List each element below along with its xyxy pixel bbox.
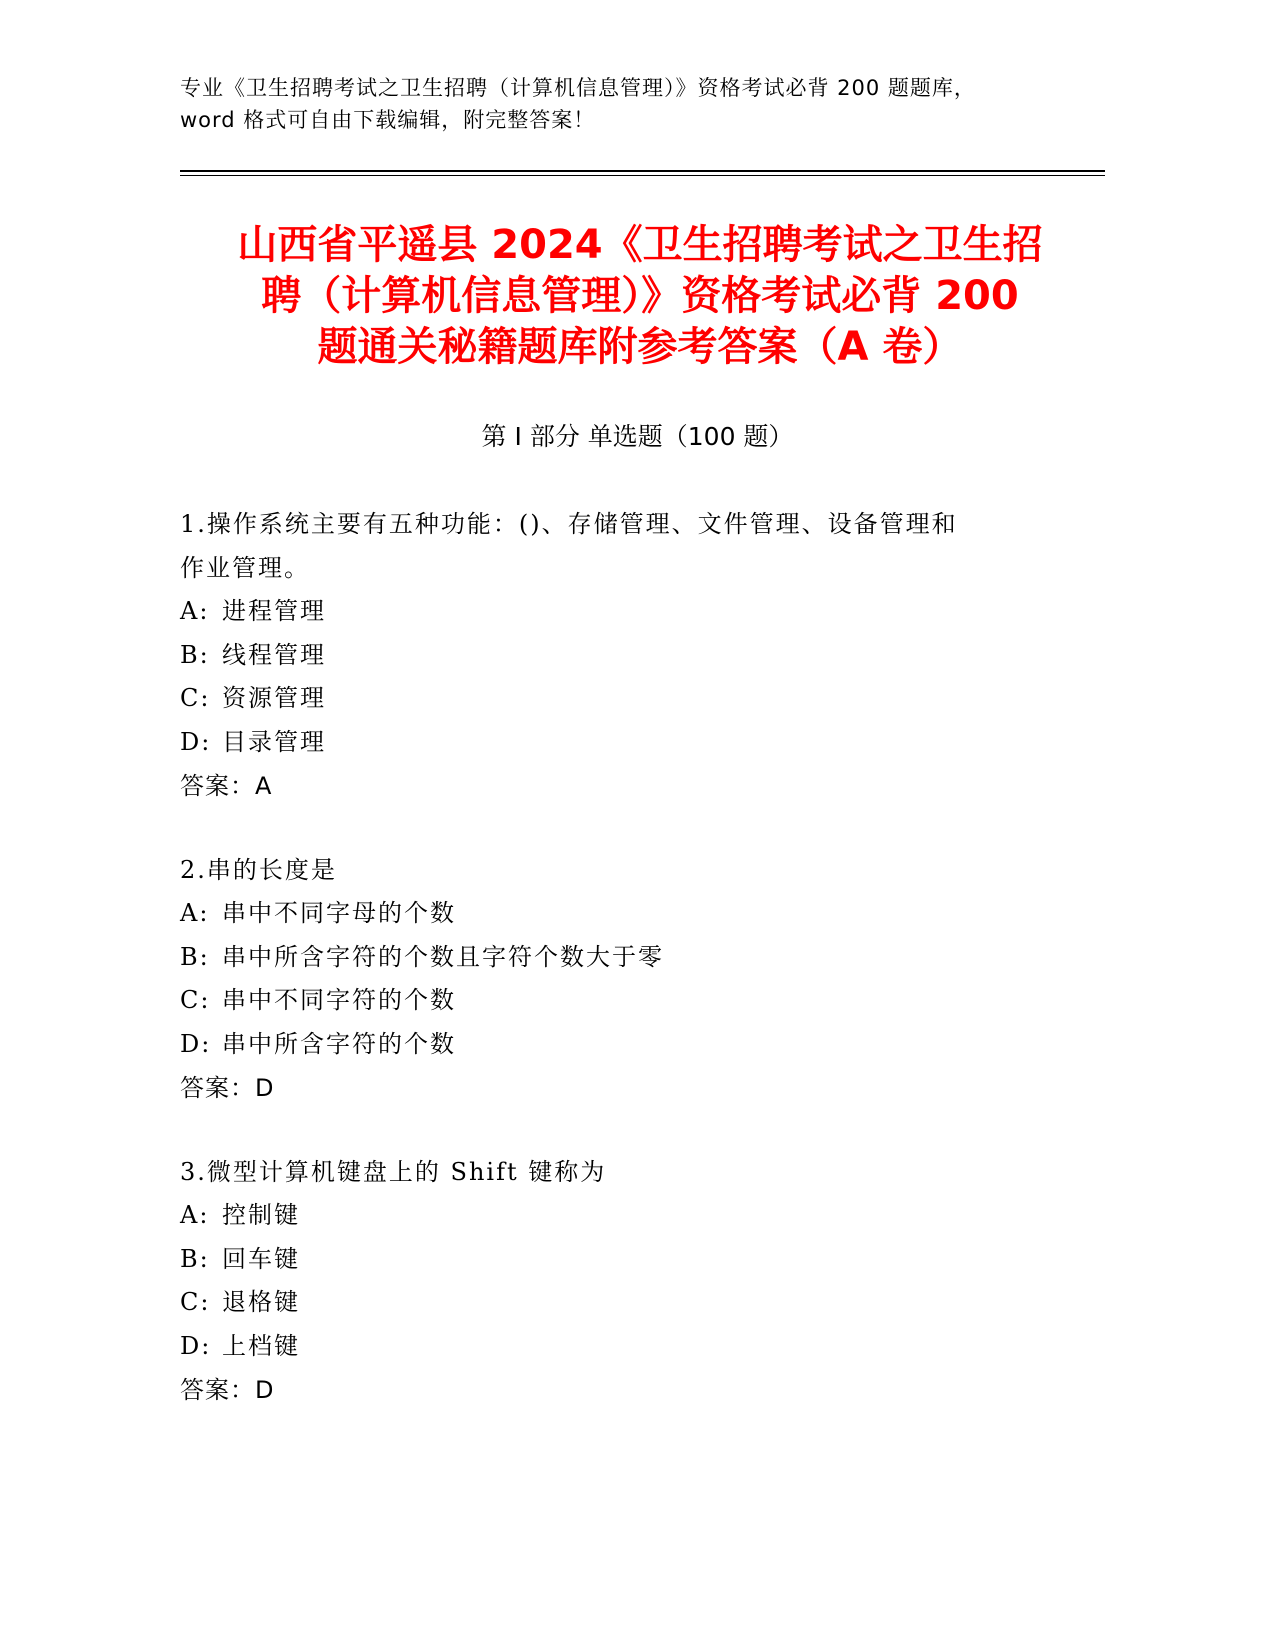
option-b — [180, 936, 1080, 980]
question-1 — [180, 502, 1080, 808]
option-text: 目录管理 — [222, 727, 326, 756]
answer: 答案：D — [180, 1376, 275, 1404]
document-title — [150, 220, 1130, 373]
option-text: 控制键 — [222, 1201, 300, 1229]
option-letter: B: — [180, 942, 210, 971]
question-text: 3.微型计算机键盘上的 Shift 键称为 — [180, 1158, 607, 1186]
option-letter: B: — [180, 640, 210, 669]
option-text: 串中不同字符的个数 — [222, 986, 456, 1014]
option-text: 退格键 — [222, 1288, 300, 1316]
option-letter: D: — [180, 1331, 212, 1360]
answer: 答案：D — [180, 1074, 275, 1102]
answer: 答案：A — [180, 772, 273, 800]
option-a — [180, 590, 1080, 634]
option-d — [180, 1023, 1080, 1067]
option-letter: A: — [180, 1201, 210, 1229]
option-b — [180, 634, 1080, 678]
option-b — [180, 1238, 1080, 1282]
option-letter: C: — [180, 684, 211, 712]
option-letter: D: — [180, 1029, 212, 1058]
section-heading: 第 I 部分 单选题（100 题） — [481, 422, 794, 451]
question-2 — [180, 848, 1080, 1110]
option-letter: A: — [180, 597, 210, 625]
option-c — [180, 1281, 1080, 1325]
option-c — [180, 979, 1080, 1023]
option-letter: A: — [180, 899, 210, 927]
question-text-continued: 作业管理。 — [180, 554, 310, 582]
option-text: 资源管理 — [222, 684, 326, 712]
title-line-1: 山西省平遥县 2024《卫生招聘考试之卫生招 — [237, 222, 1043, 268]
option-letter: C: — [180, 986, 211, 1014]
option-text: 进程管理 — [222, 597, 326, 625]
title-line-2: 聘（计算机信息管理）》资格考试必背 200 — [261, 273, 1019, 319]
option-text: 上档键 — [222, 1331, 300, 1360]
question-list — [180, 502, 1080, 1452]
option-letter: B: — [180, 1244, 210, 1273]
option-text: 串中所含字符的个数且字符个数大于零 — [222, 942, 664, 971]
option-a — [180, 892, 1080, 936]
header-divider-thick — [180, 170, 1105, 172]
question-3 — [180, 1150, 1080, 1412]
option-letter: C: — [180, 1288, 211, 1316]
header-divider-thin — [180, 175, 1105, 176]
option-text: 线程管理 — [222, 640, 326, 669]
option-text: 串中所含字符的个数 — [222, 1029, 456, 1058]
option-letter: D: — [180, 727, 212, 756]
question-text: 2.串的长度是 — [180, 856, 337, 884]
header-line-2: word 格式可自由下载编辑，附完整答案！ — [180, 108, 596, 132]
option-text: 回车键 — [222, 1244, 300, 1273]
option-d — [180, 1325, 1080, 1369]
title-line-3: 题通关秘籍题库附参考答案（A 卷） — [317, 324, 963, 370]
header-line-1: 专业《卫生招聘考试之卫生招聘（计算机信息管理）》资格考试必背 200 题题库， — [180, 76, 976, 100]
option-d — [180, 721, 1080, 765]
option-c — [180, 677, 1080, 721]
question-text: 1.操作系统主要有五种功能：()、存储管理、文件管理、设备管理和 — [180, 510, 958, 538]
option-a — [180, 1194, 1080, 1238]
document-header-note — [180, 72, 1080, 136]
option-text: 串中不同字母的个数 — [222, 899, 456, 927]
